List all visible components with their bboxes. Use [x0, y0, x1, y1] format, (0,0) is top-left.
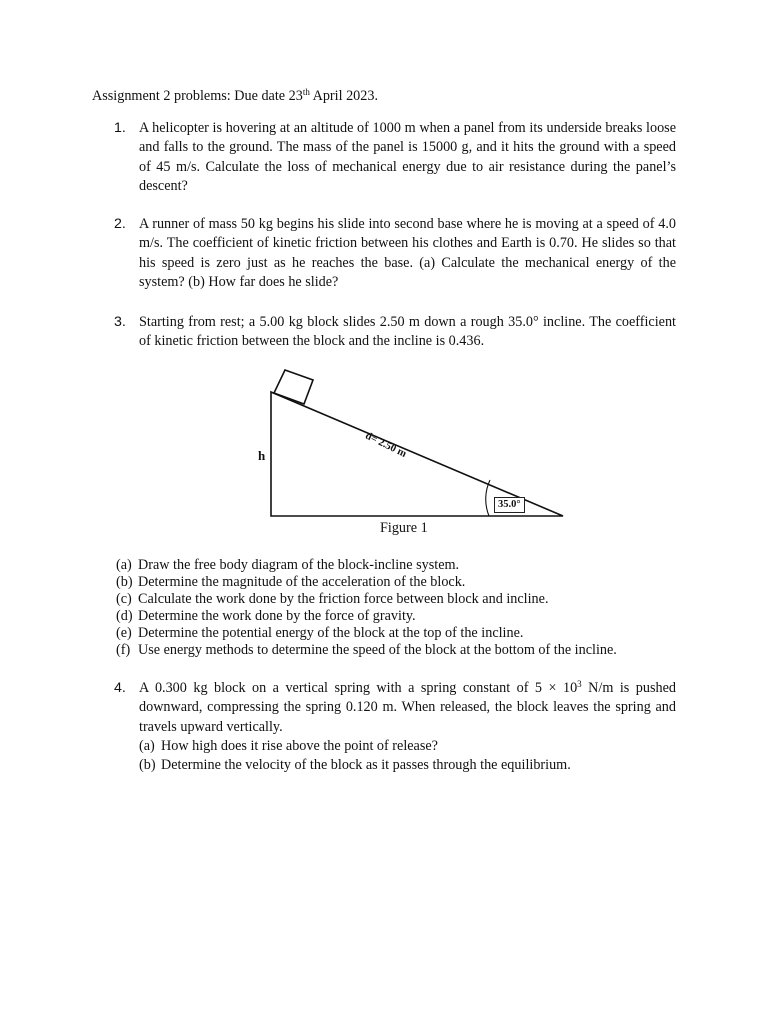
part-label: (f) [116, 642, 131, 658]
problem-1 [114, 119, 676, 196]
list-item [116, 574, 696, 591]
part-text: Draw the free body diagram of the block-incline system. [138, 557, 460, 573]
problem-text: A runner of mass 50 kg begins his slide into second base where he is moving at a speed of 4.0 m/s. The coefficient of kinetic friction between his clothes and Earth is 0.70. He slides so that his speed is zero just as he reaches the base. (a) Calculate the mechanical energy of the system? (b) How far does he slide? [139, 216, 676, 290]
part-text: Determine the potential energy of the block at the top of the incline. [138, 625, 524, 641]
problem-number: 3. [114, 314, 126, 330]
problem-text-start: A 0.300 kg block on a vertical spring with a spring constant of 5 × 10 [139, 680, 578, 696]
list-item [116, 557, 696, 574]
list-item [139, 756, 676, 775]
header-ordinal: th [302, 87, 310, 97]
list-item [116, 591, 696, 608]
assignment-header [92, 87, 692, 106]
incline-diagram [250, 360, 580, 545]
part-label: (a) [116, 557, 132, 573]
problem-text: A helicopter is hovering at an altitude of 1000 m when a panel from its underside breaks loose and falls to the ground. The mass of the panel is 15000 g, and it hits the ground with a speed of 45 m/s. Calculate the loss of mechanical energy due to air resistance during the panel’s descent? [139, 120, 676, 194]
part-label: (b) [116, 574, 133, 590]
sliding-block [274, 370, 313, 404]
height-label: h [258, 448, 266, 463]
problem-number: 1. [114, 120, 126, 136]
exponent: 3 [577, 679, 582, 689]
part-label: (e) [116, 625, 132, 641]
problem-number: 4. [114, 680, 126, 696]
part-text: Calculate the work done by the friction force between block and incline. [138, 591, 549, 607]
part-text: Determine the velocity of the block as it passes through the equilibrium. [161, 757, 571, 774]
part-label: (a) [139, 737, 155, 754]
problem-2 [114, 215, 676, 292]
problem-text-end: N/m is pushed downward, compressing the spring 0.120 m. When released, the block leaves the spring and travels upward vertically. [139, 680, 676, 735]
problem-3-parts [116, 557, 696, 659]
angle-label: 35.0° [494, 497, 525, 513]
list-item [139, 737, 676, 756]
list-item [116, 642, 696, 659]
part-text: Determine the magnitude of the acceleration of the block. [138, 574, 466, 590]
header-prefix: Assignment 2 problems: Due date 23 [92, 88, 303, 104]
part-text: Determine the work done by the force of gravity. [138, 608, 416, 624]
header-suffix: April 2023. [309, 88, 379, 104]
distance-label: d= 2.50 m [363, 430, 408, 460]
list-item [116, 608, 696, 625]
part-label: (c) [116, 591, 132, 607]
part-text: How high does it rise above the point of release? [161, 737, 438, 754]
part-label: (d) [116, 608, 133, 624]
list-item [116, 625, 696, 642]
incline-figure [250, 360, 580, 545]
problem-3 [114, 313, 676, 352]
part-label: (b) [139, 757, 156, 774]
problem-text: Starting from rest; a 5.00 kg block slides 2.50 m down a rough 35.0° incline. The coefficient of kinetic friction between the block and the incline is 0.436. [139, 314, 676, 350]
problem-number: 2. [114, 216, 126, 232]
problem-4 [114, 679, 676, 775]
figure-caption: Figure 1 [380, 520, 428, 536]
part-text: Use energy methods to determine the speed of the block at the bottom of the incline. [138, 642, 617, 658]
problem-text [139, 679, 676, 737]
